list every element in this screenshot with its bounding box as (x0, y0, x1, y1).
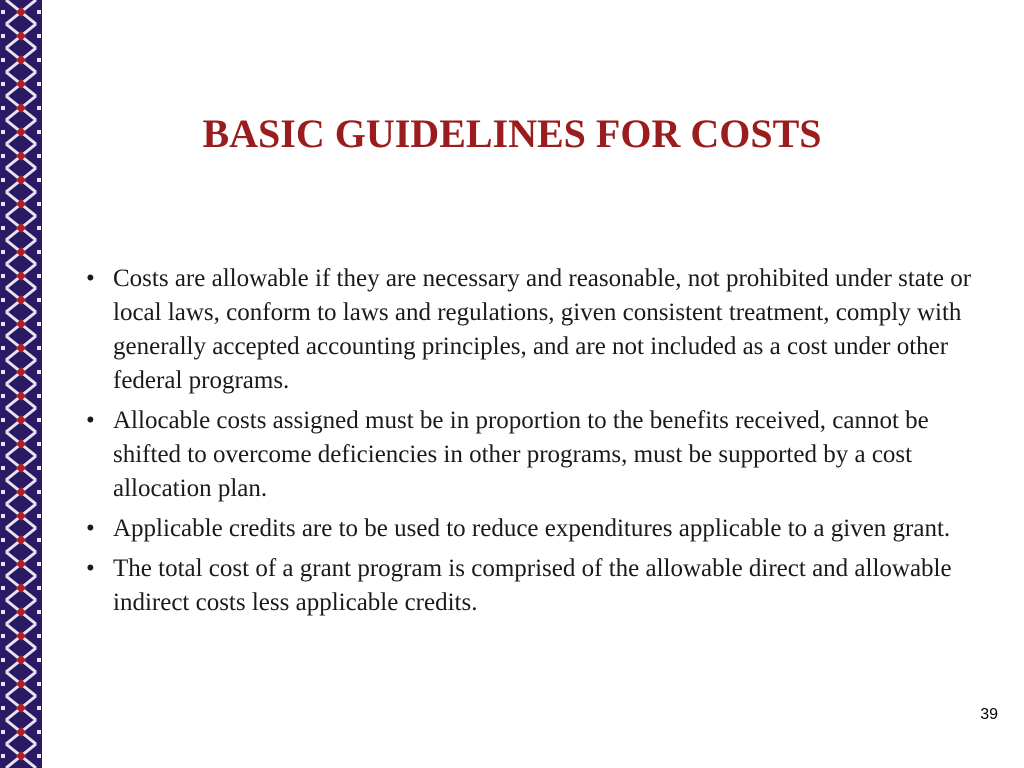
page-number: 39 (980, 706, 998, 723)
bullet-item (84, 404, 996, 506)
bullet-list (84, 262, 996, 626)
bullet-text: Applicable credits are to be used to reduce expenditures applicable to a given grant. (113, 515, 951, 542)
slide-title: BASIC GUIDELINES FOR COSTS (202, 111, 822, 156)
bullet-text: Costs are allowable if they are necessary and reasonable, not prohibited under state or local laws, conform to laws and regulations, given consistent treatment, comply with generally accepted accounting principles, and are not included as a cost under other federal programs. (113, 265, 972, 394)
bullet-icon: • (86, 265, 95, 292)
border-pattern-icon (0, 0, 42, 768)
bullet-icon: • (86, 555, 95, 582)
bullet-text: Allocable costs assigned must be in proportion to the benefits received, cannot be shifted to overcome deficiencies in other programs, must be supported by a cost allocation plan. (113, 407, 929, 502)
bullet-icon: • (86, 407, 95, 434)
decorative-border (0, 0, 42, 768)
bullet-item (84, 552, 996, 620)
bullet-text: The total cost of a grant program is comprised of the allowable direct and allowable indirect costs less applicable credits. (113, 555, 952, 616)
bullet-item (84, 262, 996, 398)
bullet-icon: • (86, 515, 95, 542)
bullet-item (84, 512, 996, 546)
